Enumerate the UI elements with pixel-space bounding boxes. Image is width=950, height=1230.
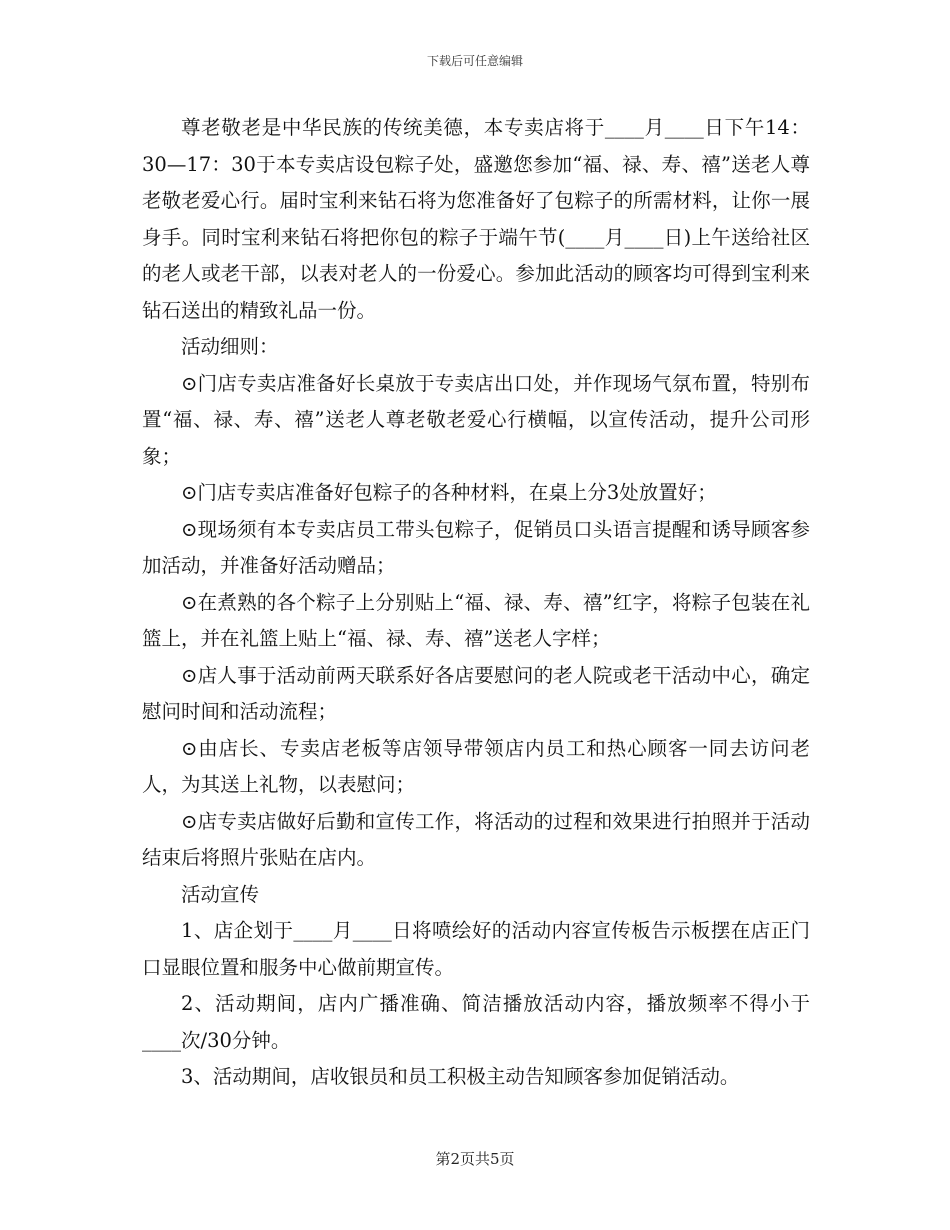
rule-item: ⊙现场须有本专卖店员工带头包粽子，促销员口头语言提醒和诱导顾客参加活动，并准备好活动赠品； bbox=[142, 517, 810, 577]
rule-item: ⊙由店长、专卖店老板等店领导带领店内员工和热心顾客一同去访问老人，为其送上礼物，以表慰问； bbox=[142, 736, 810, 796]
document-body bbox=[142, 110, 810, 1096]
rule-item: ⊙门店专卖店准备好长桌放于专卖店出口处，并作现场气氛布置，特别布置“福、禄、寿、禧”送老人尊老敬老爱心行横幅，以宣传活动，提升公司形象； bbox=[142, 371, 810, 468]
promotion-item: 3、活动期间，店收银员和员工积极主动告知顾客参加促销活动。 bbox=[181, 1065, 740, 1088]
rule-item: ⊙店专卖店做好后勤和宣传工作，将活动的过程和效果进行拍照并于活动结束后将照片张贴在店内。 bbox=[142, 809, 810, 869]
promotion-item: 1、店企划于____月____日将喷绘好的活动内容宣传板告示板摆在店正门口显眼位置和服务中心做前期宣传。 bbox=[142, 919, 810, 979]
section-heading-rules: 活动细则： bbox=[181, 335, 279, 358]
section-heading-promotion: 活动宣传 bbox=[181, 882, 260, 906]
rule-item: ⊙门店专卖店准备好包粽子的各种材料，在桌上分3处放置好； bbox=[181, 481, 717, 504]
promotion-item: 2、活动期间，店内广播准确、简洁播放活动内容，播放频率不得小于____次/30分钟。 bbox=[142, 992, 810, 1052]
rule-item: ⊙店人事于活动前两天联系好各店要慰问的老人院或老干活动中心，确定慰问时间和活动流程； bbox=[142, 663, 810, 723]
page-number: 第2页共5页 bbox=[435, 1150, 515, 1168]
page-header: 下载后可任意编辑 bbox=[426, 54, 523, 68]
intro-paragraph: 尊老敬老是中华民族的传统美德，本专卖店将于____月____日下午14：30—17：30于本专卖店设包粽子处，盛邀您参加“福、禄、寿、禧”送老人尊老敬老爱心行。届时宝利来钻石将为您准备好了包粽子的所需材料，让你一展身手。同时宝利来钻石将把你包的粽子于端午节(____月____日)上午送给社区的老人或老干部，以表对老人的一份爱心。参加此活动的顾客均可得到宝利来钻石送出的精致礼品一份。 bbox=[142, 116, 810, 322]
rule-item: ⊙在煮熟的各个粽子上分别贴上“福、禄、寿、禧”红字，将粽子包装在礼篮上，并在礼篮上贴上“福、禄、寿、禧”送老人字样； bbox=[142, 590, 810, 650]
